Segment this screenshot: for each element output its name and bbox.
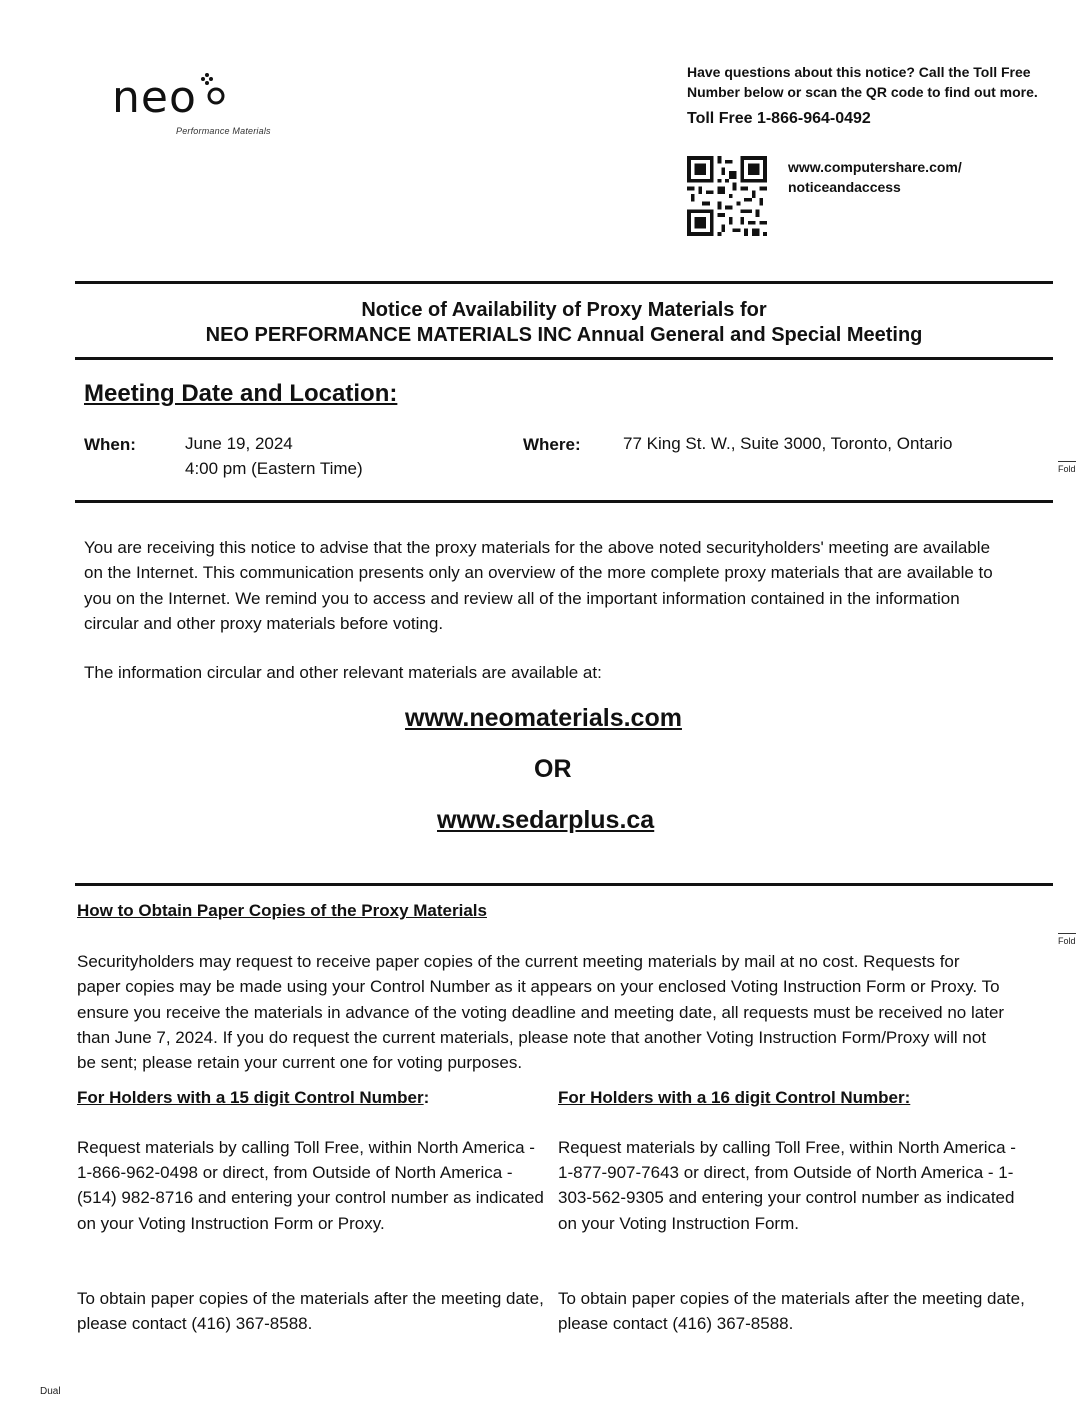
divider xyxy=(75,883,1053,886)
fold-mark: Fold xyxy=(1058,933,1076,946)
notice-access-url-line1: www.computershare.com/ xyxy=(788,159,962,175)
or-text: OR xyxy=(534,755,572,783)
notice-access-url[interactable] xyxy=(788,157,962,197)
available-at-text: The information circular and other relevant materials are available at: xyxy=(84,663,602,682)
intro-paragraph: You are receiving this notice to advise that the proxy materials for the above noted securityholders' meeting are available on the Internet. This communication presents only an overview of the more complete proxy materials that are available to you on the Internet. We remind you to access and review all of the important information contained in the information circular and other proxy materials before voting. xyxy=(84,538,993,633)
meeting-time: 4:00 pm (Eastern Time) xyxy=(185,459,363,478)
col15-body: Request materials by calling Toll Free, within North America - 1-866-962-0498 or direct, from Outside of North America - (514) 982-8716 and entering your control number as indicated on your Voting Instruction Form or Proxy. xyxy=(77,1138,544,1233)
col15-after-meeting: To obtain paper copies of the materials after the meeting date, please contact (416) 367-8588. xyxy=(77,1289,544,1334)
fold-mark: Fold xyxy=(1058,461,1076,474)
notice-access-url-line2: noticeandaccess xyxy=(788,179,901,195)
where-label: Where: xyxy=(523,435,581,454)
when-label: When: xyxy=(84,435,136,454)
meeting-when xyxy=(185,431,363,481)
notice-title-line1: Notice of Availability of Proxy Materials for xyxy=(361,299,767,321)
company-logo xyxy=(112,72,197,123)
neomaterials-link[interactable]: www.neomaterials.com xyxy=(405,704,682,732)
logo-ring-icon xyxy=(196,80,232,114)
paper-copies-heading: How to Obtain Paper Copies of the Proxy Materials xyxy=(77,901,487,920)
sedarplus-link[interactable]: www.sedarplus.ca xyxy=(437,806,655,834)
help-question-text: Have questions about this notice? Call the Toll Free Number below or scan the QR code to find out more. xyxy=(687,64,1038,100)
paper-copies-paragraph: Securityholders may request to receive paper copies of the current meeting materials by mail at no cost. Requests for paper copies may be made using your Control Number as it appears on your enclosed Voting Instruction Form or Proxy. To ensure you receive the materials in advance of the voting deadline and meeting date, all requests must be received no later than June 7, 2024. If you do request the current materials, please note that another Voting Instruction Form/Proxy will not be sent; please retain your current one for voting purposes. xyxy=(77,952,1005,1073)
col16-after-meeting: To obtain paper copies of the materials after the meeting date, please contact (416) 367-8588. xyxy=(558,1289,1025,1334)
divider xyxy=(75,500,1053,503)
col15-heading-colon: : xyxy=(423,1088,430,1107)
footer-code: Dual xyxy=(40,1386,61,1397)
toll-free-number: Toll Free 1-866-964-0492 xyxy=(687,110,871,127)
col15-heading xyxy=(77,1088,429,1108)
logo-tagline: Performance Materials xyxy=(176,126,271,136)
divider xyxy=(75,357,1053,360)
divider xyxy=(75,281,1053,284)
meeting-location: 77 King St. W., Suite 3000, Toronto, Ontario xyxy=(623,434,953,453)
logo-word: neo xyxy=(112,72,197,123)
qr-code-icon[interactable] xyxy=(687,156,767,236)
notice-title xyxy=(75,298,1053,348)
col16-heading: For Holders with a 16 digit Control Number: xyxy=(558,1088,911,1107)
col16-body: Request materials by calling Toll Free, within North America - 1-877-907-7643 or direct, from Outside of North America - 1-303-562-9305 and entering your control number as indicated on your Voting Instruction Form. xyxy=(558,1138,1016,1233)
col15-heading-text: For Holders with a 15 digit Control Number xyxy=(77,1088,424,1107)
meeting-date: June 19, 2024 xyxy=(185,434,293,453)
meeting-heading: Meeting Date and Location: xyxy=(84,380,398,407)
notice-title-line2: NEO PERFORMANCE MATERIALS INC Annual General and Special Meeting xyxy=(205,324,923,346)
